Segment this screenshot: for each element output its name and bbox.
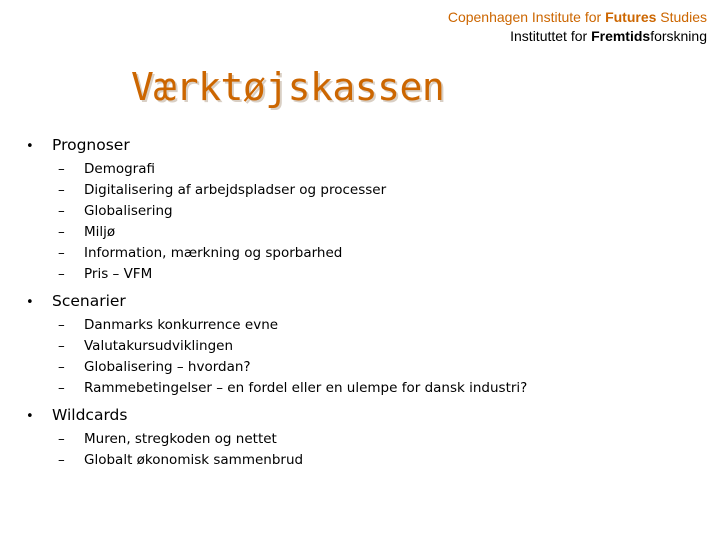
list-item	[26, 222, 706, 243]
section-heading	[26, 133, 706, 159]
list-item-text: Globalisering – hvordan?	[84, 359, 251, 375]
bullet-icon: •	[26, 409, 34, 424]
list-item-text: Digitalisering af arbejdspladser og processer	[84, 182, 387, 198]
header-line2-bold: Fremtids	[591, 28, 651, 44]
dash-icon: –	[58, 161, 65, 177]
dash-icon: –	[58, 182, 65, 198]
dash-icon: –	[58, 359, 65, 375]
list-item-text: Valutakursudviklingen	[84, 338, 234, 354]
institute-header	[448, 8, 707, 46]
dash-icon: –	[58, 203, 65, 219]
list-item	[26, 159, 706, 180]
list-item	[26, 201, 706, 222]
dash-icon: –	[58, 266, 65, 282]
list-item	[26, 243, 706, 264]
bullet-icon: •	[26, 139, 34, 154]
dash-icon: –	[58, 224, 65, 240]
section-items	[26, 429, 706, 471]
dash-icon: –	[58, 452, 65, 468]
list-item-text: Muren, stregkoden og nettet	[84, 431, 277, 447]
header-line1-bold: Futures	[605, 9, 657, 25]
section-wildcards	[26, 403, 706, 471]
section-heading	[26, 403, 706, 429]
section-scenarier	[26, 289, 706, 399]
dash-icon: –	[58, 380, 65, 396]
list-item	[26, 429, 706, 450]
section-prognoser	[26, 133, 706, 285]
list-item	[26, 450, 706, 471]
list-item-text: Danmarks konkurrence evne	[84, 317, 279, 333]
list-item-text: Rammebetingelser – en fordel eller en ulempe for dansk industri?	[84, 380, 528, 396]
header-line-english	[448, 8, 707, 27]
dash-icon: –	[58, 431, 65, 447]
list-item	[26, 315, 706, 336]
dash-icon: –	[58, 338, 65, 354]
dash-icon: –	[58, 317, 65, 333]
section-items	[26, 315, 706, 399]
list-item-text: Globalisering	[84, 203, 173, 219]
list-item	[26, 264, 706, 285]
list-item-text: Information, mærkning og sporbarhed	[84, 245, 343, 261]
dash-icon: –	[58, 245, 65, 261]
list-item-text: Globalt økonomisk sammenbrud	[84, 452, 304, 468]
list-item-text: Pris – VFM	[84, 266, 153, 282]
list-item	[26, 357, 706, 378]
list-item-text: Miljø	[84, 224, 116, 240]
list-item	[26, 180, 706, 201]
list-item	[26, 378, 706, 399]
list-item	[26, 336, 706, 357]
section-heading-text: Scenarier	[52, 292, 126, 310]
slide-title: Værktøjskassen	[131, 65, 445, 109]
header-line2-end: forskning	[650, 28, 707, 44]
header-line1-text: Copenhagen Institute for	[447, 9, 606, 25]
slide-content	[26, 133, 706, 475]
header-line1-end: Studies	[656, 9, 707, 25]
header-line2-text: Instituttet for	[510, 28, 592, 44]
header-line-danish	[448, 27, 707, 46]
section-heading-text: Wildcards	[52, 406, 128, 424]
section-items	[26, 159, 706, 285]
section-heading	[26, 289, 706, 315]
bullet-icon: •	[26, 295, 34, 310]
list-item-text: Demografi	[84, 161, 156, 177]
section-heading-text: Prognoser	[52, 136, 130, 154]
